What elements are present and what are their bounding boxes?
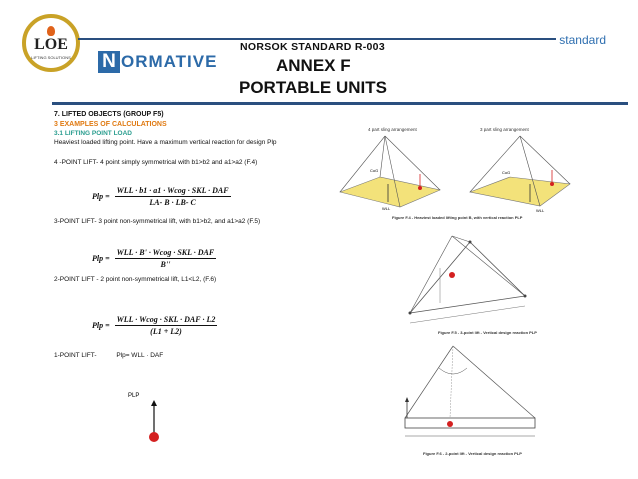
fig4-left-plate: [340, 177, 440, 207]
one-point-lift-sketch: [120, 385, 180, 445]
formula-f5: [92, 248, 216, 269]
fig4-wll-left: WLL: [382, 206, 391, 211]
figure-f6: [395, 340, 555, 460]
case-2-point: [54, 276, 216, 283]
normative-n-badge: N: [98, 51, 120, 73]
case-text: Plp= WLL · DAF: [116, 352, 164, 359]
fig4-cog-left: CoG: [370, 168, 379, 173]
case-text: 2 point non-symmetrical lift, L1<L2, (F.6): [100, 276, 217, 283]
formula-f4-denominator: LA- B · LB- C: [149, 198, 196, 207]
case-3-point: [54, 218, 260, 225]
formula-f4-numerator: WLL · b1 · a1 · Wcog · SKL · DAF: [116, 186, 229, 195]
logo-sub-text: LIFTING SOLUTIONS: [31, 55, 71, 60]
lifting-point-marker: [149, 432, 159, 442]
flame-icon: [47, 26, 55, 36]
logo-main-text: LOE: [34, 36, 68, 53]
formula-f4: [92, 186, 231, 207]
formula-lhs: Plp =: [92, 254, 110, 263]
header-top-line: [78, 38, 556, 40]
plp-label: PLP: [128, 393, 140, 399]
fig5-caption: Figure F.5 - 3-point lift - Vertical design reaction PLP: [438, 330, 537, 335]
company-logo: [22, 14, 80, 72]
case-4-point: [54, 159, 257, 166]
case-text: 3 point non-symmetrical lift, with b1>b2, and a1>a2 (F.5): [98, 218, 261, 225]
case-text: 4 point simply symmetrical with b1>b2 and a1>a2 (F.4): [100, 159, 258, 166]
formula-lhs: Plp =: [92, 192, 110, 201]
formula-f5-denominator: B'': [160, 260, 171, 269]
fig4-right-plate: [470, 177, 570, 206]
formula-f6-numerator: WLL · Wcog · SKL · DAF · L2: [116, 315, 216, 324]
fig4-cog-right: CoG: [502, 170, 511, 175]
section-subsubheading: 3.1 LIFTING POINT LOAD: [54, 130, 133, 137]
fig6-beam: [405, 418, 535, 428]
fig4-right-title: 3 part sling arrangement: [480, 127, 529, 132]
fig6-caption: Figure F.6 - 2-point lift - Vertical design reaction PLP: [423, 451, 522, 456]
fig4-caption: Figure F.4 - Heaviest loaded lifting point B, with vertical reaction PLP: [392, 215, 523, 220]
fig4-wll-right: WLL: [536, 208, 545, 213]
section-subheading: 3 EXAMPLES OF CALCULATIONS: [54, 121, 167, 128]
formula-f6-denominator: (L1 + L2): [150, 327, 182, 336]
case-label: 2-POINT LIFT -: [54, 276, 99, 283]
annex-title: ANNEX F: [276, 56, 351, 75]
figure-f5: [390, 228, 560, 338]
case-label: 4 -POINT LIFT-: [54, 159, 99, 166]
header-divider: [52, 102, 628, 105]
normative-logo: [98, 51, 217, 73]
case-label: 3-POINT LIFT-: [54, 218, 97, 225]
formula-f5-numerator: WLL · B' · Wcog · SKL · DAF: [116, 248, 215, 257]
formula-lhs: Plp =: [92, 321, 110, 330]
section-heading: 7. LIFTED OBJECTS (GROUP F5): [54, 111, 164, 118]
standard-title: NORSOK STANDARD R-003: [240, 41, 385, 53]
standard-logo: standard: [559, 33, 606, 47]
normative-wordmark: ORMATIVE: [121, 52, 218, 71]
case-label: 1-POINT LIFT-: [54, 352, 97, 359]
section-intro: Heaviest loaded lifting point. Have a maximum vertical reaction for design Plp: [54, 139, 277, 146]
figure-f4: [330, 122, 620, 222]
case-1-point: [54, 352, 163, 359]
subject-title: PORTABLE UNITS: [239, 78, 387, 97]
arrow-up-icon: [151, 400, 157, 406]
fig4-left-title: 4 part sling arrangement: [368, 127, 417, 132]
formula-f6: [92, 315, 217, 336]
